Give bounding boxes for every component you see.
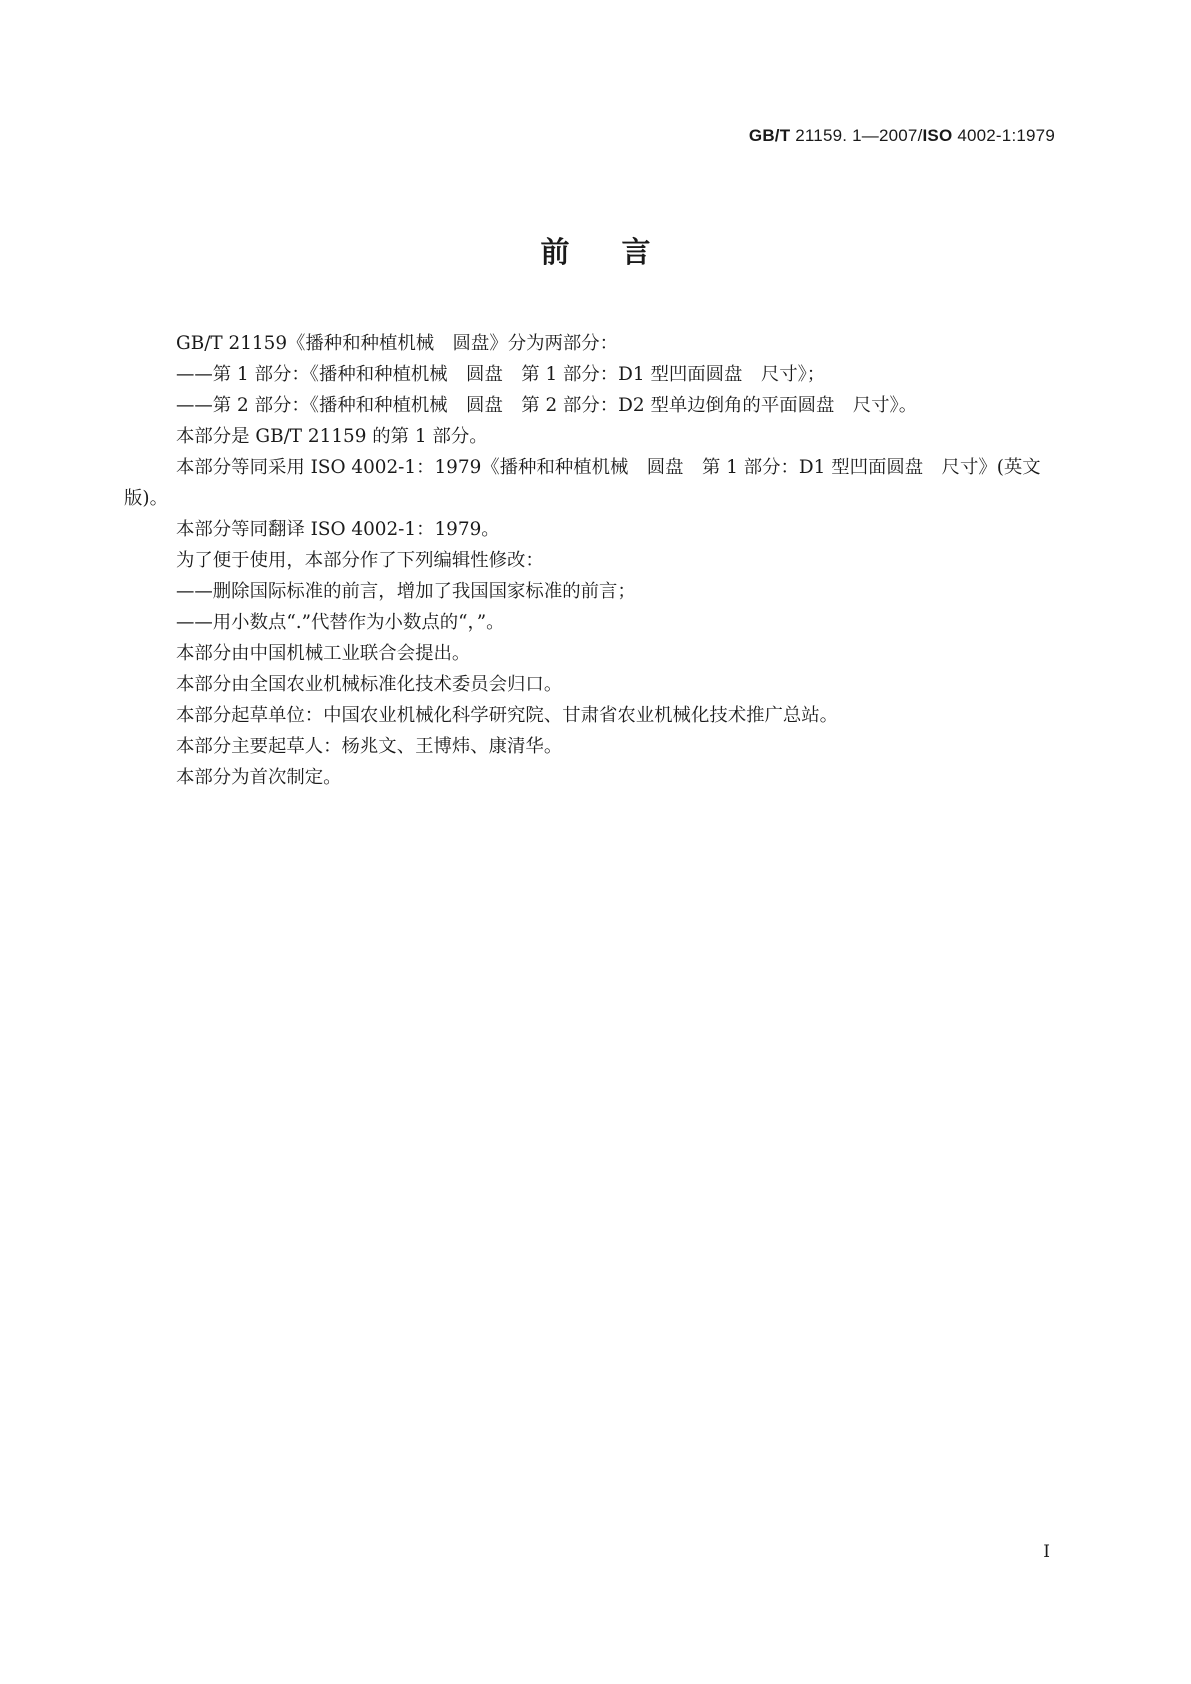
paragraph-identical-adoption: 本部分等同采用 ISO 4002-1：1979《播种和种植机械 圆盘 第 1 部分：D1 型凹面圆盘 尺寸》(英文版)。: [124, 457, 1041, 509]
page-title: 前言: [540, 235, 703, 269]
standard-code-gbt: GB/T: [748, 126, 791, 145]
paragraph-drafters: 本部分主要起草人：杨兆文、王博炜、康清华。: [176, 736, 563, 757]
paragraph-first-edition: 本部分为首次制定。: [176, 767, 342, 788]
iso-number: 4002-1:1979: [952, 126, 1055, 145]
paragraph-editorial-changes: 为了便于使用，本部分作了下列编辑性修改：: [176, 550, 544, 571]
paragraph-part-2: ——第 2 部分：《播种和种植机械 圆盘 第 2 部分：D2 型单边倒角的平面圆盘 尺寸》。: [176, 395, 918, 416]
page-number: I: [1043, 1542, 1050, 1562]
paragraph-proposed-by: 本部分由中国机械工业联合会提出。: [176, 643, 471, 664]
paragraph-identical-translation: 本部分等同翻译 ISO 4002-1：1979。: [176, 519, 500, 540]
foreword-body: [124, 328, 1066, 793]
paragraph-change-1: ——删除国际标准的前言，增加了我国国家标准的前言；: [176, 581, 636, 602]
paragraph-under-jurisdiction: 本部分由全国农业机械标准化技术委员会归口。: [176, 674, 563, 695]
paragraph-part-1: ——第 1 部分：《播种和种植机械 圆盘 第 1 部分：D1 型凹面圆盘 尺寸》；: [176, 364, 826, 385]
paragraph-change-2: ——用小数点“.”代替作为小数点的“，”。: [176, 612, 505, 633]
paragraph-drafting-units: 本部分起草单位：中国农业机械化科学研究院、甘肃省农业机械化技术推广总站。: [176, 705, 839, 726]
standard-code-iso: ISO: [922, 126, 953, 145]
paragraph-this-part: 本部分是 GB/T 21159 的第 1 部分。: [176, 426, 488, 447]
standard-number-header: [749, 126, 1055, 146]
standard-number: 21159. 1—2007/: [790, 126, 923, 145]
paragraph-parts-overview: GB/T 21159《播种和种植机械 圆盘》分为两部分：: [176, 333, 619, 354]
